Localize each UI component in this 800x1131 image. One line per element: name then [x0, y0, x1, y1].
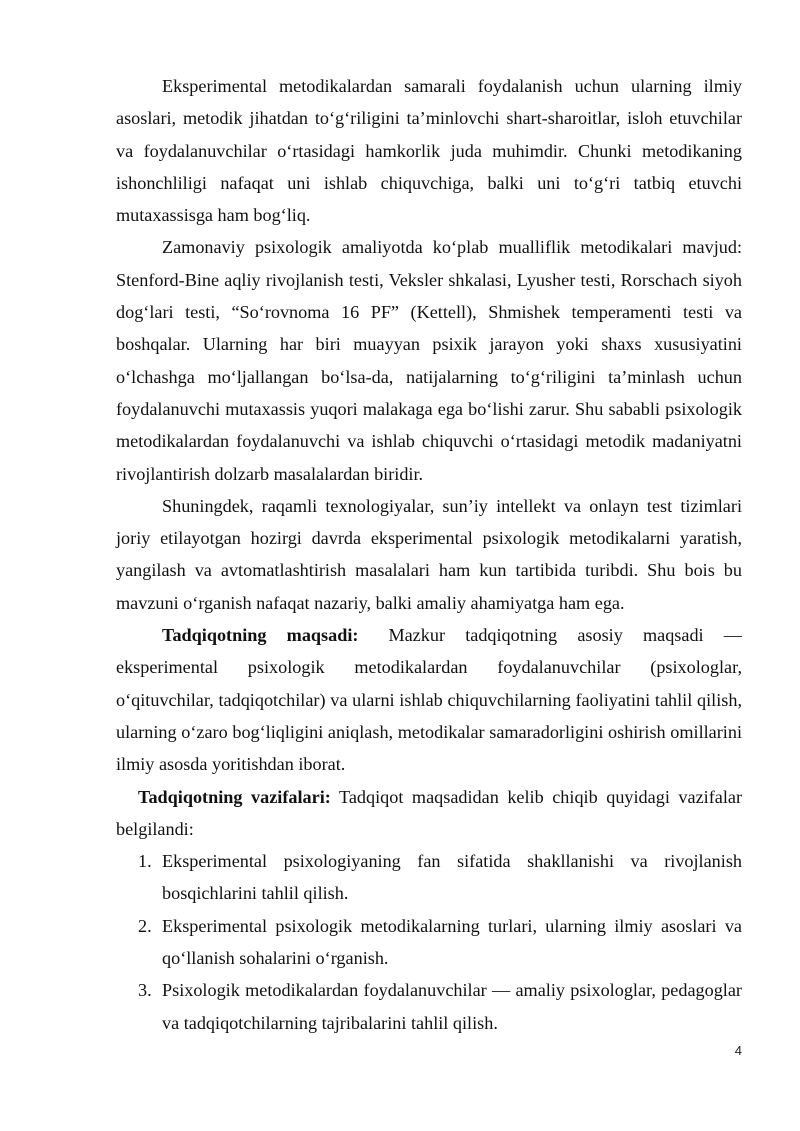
paragraph-methodology-basis: Eksperimental metodikalardan samarali foydalanish uchun ularning ilmiy asoslari, metodik jihatdan to‘g‘riligini ta’minlovchi shart-sharoitlar, isloh etuvchilar va foydalanuvchilar o‘rtasidagi hamkorlik juda muhimdir. Chunki metodikaning ishonchliligi nafaqat uni ishlab chiquvchiga, balki uni to‘g‘ri tatbiq etuvchi mutaxassisga ham bog‘liq. [116, 76, 742, 226]
research-goal-paragraph [116, 619, 742, 780]
list-item-text: Psixologik metodikalardan foydalanuvchilar — amaliy psixologlar, pedagoglar va tadqiqotchilarning tajribalarini tahlil qilish. [162, 980, 742, 1033]
list-item [138, 845, 742, 910]
list-item-text: Eksperimental psixologiyaning fan sifatida shakllanishi va rivojlanish bosqichlarini tahlil qilish. [162, 851, 742, 904]
research-tasks-paragraph [116, 781, 742, 846]
list-item [138, 974, 742, 1039]
list-item-number: 2. [138, 915, 152, 936]
research-goal-text: Mazkur tadqiqotning asosiy maqsadi — eksperimental psixologik metodikalardan foydalanuvchilar (psixologlar, o‘qituvchilar, tadqiqotchilar) va ularni ishlab chiquvchilarning faoliyatini tahlil qilish, ularning o‘zaro bog‘liqligini aniqlash, metodikalar samaradorligini oshirish omillarini ilmiy asosda yoritishdan iborat. [116, 625, 742, 775]
research-tasks-list [116, 845, 742, 1039]
research-tasks-intro: Tadqiqot maqsadidan kelib chiqib quyidagi vazifalar belgilandi: [116, 786, 742, 839]
page-number: 4 [734, 1043, 742, 1058]
list-item-number: 3. [138, 980, 152, 1001]
list-item [138, 910, 742, 975]
paragraph-author-methods: Zamonaviy psixologik amaliyotda ko‘plab mualliflik metodikalari mavjud: Stenford-Bine aqliy rivojlanish testi, Veksler shkalasi, Lyusher testi, Rorschach siyoh dog‘lari testi, “So‘rovnoma 16 PF” (Kettell), Shmishek temperamenti testi va boshqalar. Ularning har biri muayyan psixik jarayon yoki shaxs xususiyatini o‘lchashga mo‘ljallangan bo‘lsa-da, natijalarning to‘g‘riligini ta’minlash uchun foydalanuvchi mutaxassis yuqori malakaga ega bo‘lishi zarur. Shu sababli psixologik metodikalardan foydalanuvchi va ishlab chiquvchi o‘rtasidagi metodik madaniyatni rivojlantirish dolzarb masalalardan biridir. [116, 237, 742, 484]
research-goal-label: Tadqiqotning maqsadi: [162, 625, 359, 646]
document-page [116, 70, 742, 1039]
list-item-text: Eksperimental psixologik metodikalarning turlari, ularning ilmiy asoslari va qo‘llanish sohalarini o‘rganish. [162, 915, 742, 969]
paragraph-digital-technologies: Shuningdek, raqamli texnologiyalar, sun’iy intellekt va onlayn test tizimlari joriy etilayotgan hozirgi davrda eksperimental psixologik metodikalarni yaratish, yangilash va avtomatlashtirish masalalari ham kun tartibida turibdi. Shu bois bu mavzuni o‘rganish nafaqat nazariy, balki amaliy ahamiyatga ham ega. [116, 495, 742, 613]
list-item-number: 1. [138, 851, 152, 872]
research-tasks-label: Tadqiqotning vazifalari: [138, 786, 331, 807]
